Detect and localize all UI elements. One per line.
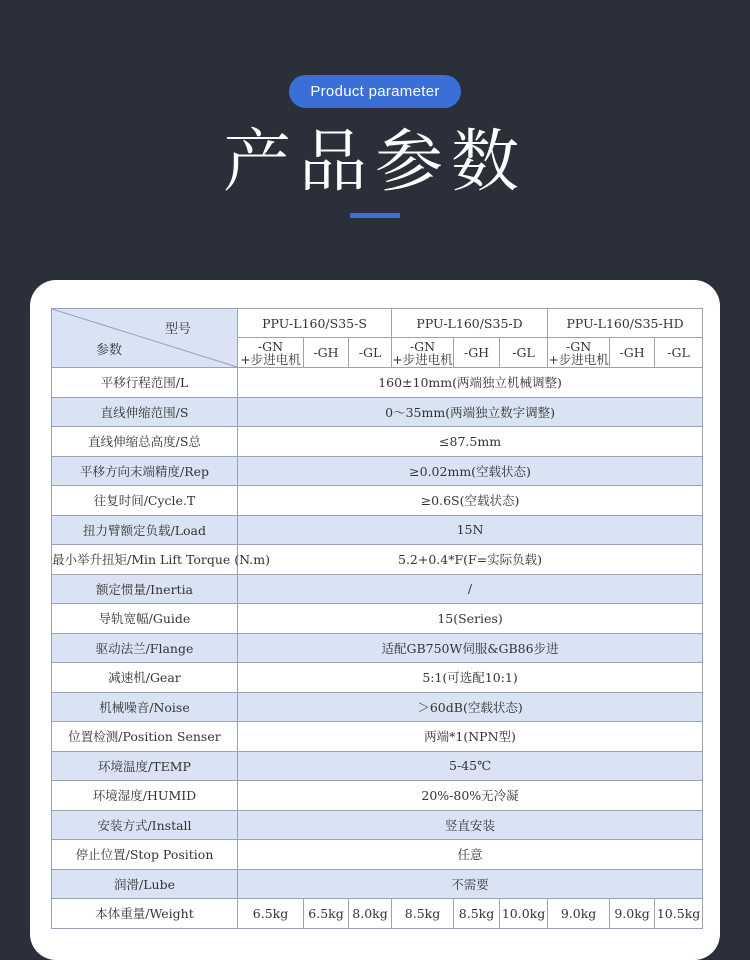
param-value: 15(Series) [238, 604, 703, 634]
table-row [52, 545, 703, 575]
param-label: 减速机/Gear [52, 663, 238, 693]
weight-value: 8.5kg [454, 899, 500, 929]
param-value: 竖直安装 [238, 810, 703, 840]
corner-label-model: 型号 [164, 322, 191, 337]
weight-value: 9.0kg [610, 899, 655, 929]
table-row [52, 633, 703, 663]
variant-code: -GN [565, 338, 592, 354]
variant-header-cell [610, 338, 655, 368]
variant-code: -GN [257, 338, 284, 354]
variant-code: -GH [463, 345, 490, 360]
variant-header-cell [655, 338, 703, 368]
param-label: 润滑/Lube [52, 869, 238, 899]
variant-header-cell [304, 338, 349, 368]
weight-value: 10.0kg [500, 899, 548, 929]
spec-table [51, 308, 703, 929]
table-row [52, 810, 703, 840]
param-label: 额定惯量/Inertia [52, 574, 238, 604]
variant-header-cell [500, 338, 548, 368]
param-value: ＞60dB(空载状态) [238, 692, 703, 722]
param-value: ≥0.02mm(空载状态) [238, 456, 703, 486]
table-row [52, 663, 703, 693]
table-row [52, 840, 703, 870]
param-label: 往复时间/Cycle.T [52, 486, 238, 516]
param-label: 安装方式/Install [52, 810, 238, 840]
param-label: 最小举升扭矩/Min Lift Torque (N.m) [52, 545, 238, 575]
param-value: 160±10mm(两端独立机械调整) [238, 368, 703, 398]
variant-code: -GH [619, 345, 645, 360]
param-value: ≤87.5mm [238, 427, 703, 457]
variant-header-cell [349, 338, 392, 368]
param-value: 5.2+0.4*F(F=实际负载) [238, 545, 703, 575]
param-label: 导轨宽幅/Guide [52, 604, 238, 634]
param-label: 位置检测/Position Senser [52, 722, 238, 752]
variant-motor-note: +步进电机 [392, 351, 453, 367]
table-corner-cell [52, 309, 238, 368]
corner-diagonal [52, 309, 237, 367]
table-row [52, 486, 703, 516]
param-value: 5:1(可选配10:1) [238, 663, 703, 693]
param-value: 20%-80%无冷凝 [238, 781, 703, 811]
variant-header-cell [392, 338, 454, 368]
param-value: 不需要 [238, 869, 703, 899]
param-label: 扭力臂额定负载/Load [52, 515, 238, 545]
model-header-d: PPU-L160/S35-D [392, 309, 548, 338]
table-row [52, 751, 703, 781]
param-value: 5-45℃ [238, 751, 703, 781]
weight-value: 6.5kg [238, 899, 304, 929]
variant-code: -GN [409, 338, 436, 354]
table-row [52, 722, 703, 752]
table-row [52, 604, 703, 634]
table-row [52, 781, 703, 811]
table-row [52, 869, 703, 899]
weight-value: 10.5kg [655, 899, 703, 929]
param-value: 两端*1(NPN型) [238, 722, 703, 752]
product-parameter-pill: Product parameter [289, 75, 461, 108]
variant-header-cell [548, 338, 610, 368]
param-value: 0～35mm(两端独立数字调整) [238, 397, 703, 427]
title-underline [350, 213, 400, 218]
table-row [52, 427, 703, 457]
param-label: 停止位置/Stop Position [52, 840, 238, 870]
param-label: 平移方向末端精度/Rep [52, 456, 238, 486]
param-label: 平移行程范围/L [52, 368, 238, 398]
table-row-weight [52, 899, 703, 929]
weight-value: 8.5kg [392, 899, 454, 929]
variant-code: -GL [358, 345, 382, 360]
table-row [52, 397, 703, 427]
table-row [52, 692, 703, 722]
param-value: 任意 [238, 840, 703, 870]
param-value: / [238, 574, 703, 604]
model-header-hd: PPU-L160/S35-HD [548, 309, 703, 338]
param-label: 直线伸缩总高度/S总 [52, 427, 238, 457]
param-label: 机械噪音/Noise [52, 692, 238, 722]
table-row [52, 368, 703, 398]
variant-code: -GL [512, 345, 535, 360]
table-row [52, 456, 703, 486]
param-label: 本体重量/Weight [52, 899, 238, 929]
param-value: ≥0.6S(空载状态) [238, 486, 703, 516]
weight-value: 6.5kg [304, 899, 349, 929]
variant-motor-note: +步进电机 [548, 351, 609, 367]
param-label: 直线伸缩范围/S [52, 397, 238, 427]
param-label: 环境温度/TEMP [52, 751, 238, 781]
table-row [52, 574, 703, 604]
param-label: 驱动法兰/Flange [52, 633, 238, 663]
weight-value: 9.0kg [548, 899, 610, 929]
param-value: 15N [238, 515, 703, 545]
param-label: 环境湿度/HUMID [52, 781, 238, 811]
corner-label-param: 参数 [96, 343, 123, 358]
variant-header-cell [238, 338, 304, 368]
model-header-s: PPU-L160/S35-S [238, 309, 392, 338]
weight-value: 8.0kg [349, 899, 392, 929]
variant-code: -GH [313, 345, 339, 360]
table-row [52, 515, 703, 545]
variant-motor-note: +步进电机 [240, 351, 301, 367]
variant-code: -GL [667, 345, 690, 360]
variant-header-cell [454, 338, 500, 368]
page-title: 产品参数 [222, 123, 527, 202]
param-value: 适配GB750W伺服&GB86步进 [238, 633, 703, 663]
